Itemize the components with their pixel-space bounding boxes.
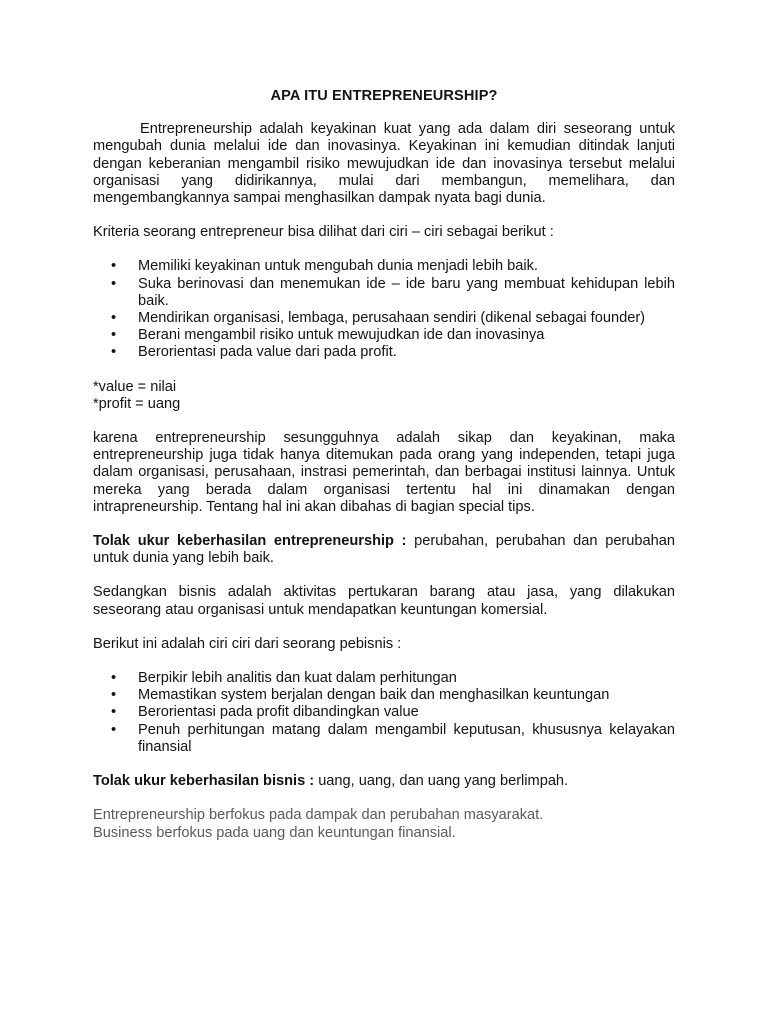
bullet-icon: •	[111, 721, 117, 738]
list-item-text: Berpikir lebih analitis dan kuat dalam perhitungan	[138, 670, 457, 687]
glossary-value: *value = nilai	[93, 378, 177, 395]
spacer	[93, 619, 675, 636]
bullet-icon: •	[111, 670, 117, 687]
business-intro: Berikut ini adalah ciri ciri dari seorang pebisnis :	[93, 635, 402, 652]
list-item-text: Berorientasi pada profit dibandingkan value	[138, 704, 419, 721]
bullet-icon: •	[111, 704, 117, 721]
list-item-text: Mendirikan organisasi, lembaga, perusahaan sendiri (dikenal sebagai founder)	[138, 310, 646, 327]
summary-business: Business berfokus pada uang dan keuntungan finansial.	[93, 824, 456, 841]
list-item	[93, 670, 675, 687]
business-measure-text: uang, uang, dan uang yang berlimpah.	[314, 773, 569, 790]
spacer	[93, 413, 675, 430]
summary-entrepreneurship: Entrepreneurship berfokus pada dampak dan perubahan masyarakat.	[93, 807, 544, 824]
list-item-text: Penuh perhitungan matang dalam mengambil keputusan, khususnya kelayakan finansial	[138, 721, 675, 755]
spacer	[93, 362, 675, 379]
bullet-icon: •	[111, 344, 117, 361]
entrepreneur-measure-text: perubahan, perubahan dan perubahan untuk dunia yang lebih baik.	[93, 533, 675, 567]
spacer	[93, 653, 675, 670]
entrepreneur-measure	[93, 533, 675, 567]
list-item	[93, 722, 675, 756]
bullet-icon: •	[111, 275, 117, 292]
list-item	[93, 327, 675, 344]
context-paragraph: karena entrepreneurship sesungguhnya adalah sikap dan keyakinan, maka entrepreneurship juga tidak hanya ditemukan pada orang yang independen, tetapi juga dalam organisasi, perusahaan, instrasi pemerintah, dan berbagai institusi lainnya. Untuk mereka yang berada dalam organisasi tertentu hal ini dinamakan dengan intrapreneurship. Tentang hal ini akan dibahas di bagian special tips.	[93, 430, 675, 515]
document-page	[93, 88, 675, 842]
bullet-icon: •	[111, 258, 117, 275]
spacer	[93, 790, 675, 807]
spacer	[93, 516, 675, 533]
list-item-text: Memiliki keyakinan untuk mengubah dunia menjadi lebih baik.	[138, 258, 538, 275]
list-item	[93, 687, 675, 704]
intro-paragraph: Entrepreneurship adalah keyakinan kuat yang ada dalam diri seseorang untuk mengubah dunia melalui ide dan inovasinya. Keyakinan ini kemudian ditindak lanjuti dengan keberanian mengambil risiko mewujudkan ide dan inovasinya tersebut melalui organisasi yang didirikannya, mulai dari membangun, memelihara, dan mengembangkannya sampai menghasilkan dampak nyata bagi dunia.	[93, 121, 675, 207]
business-traits-list	[93, 670, 675, 756]
business-paragraph: Sedangkan bisnis adalah aktivitas pertukaran barang atau jasa, yang dilakukan seseorang atau organisasi untuk mendapatkan keuntungan komersial.	[93, 584, 675, 618]
list-item-text: Berani mengambil risiko untuk mewujudkan ide dan inovasinya	[138, 327, 545, 344]
spacer	[93, 756, 675, 773]
entrepreneur-measure-label: Tolak ukur keberhasilan entrepreneurship :	[93, 533, 407, 550]
bullet-icon: •	[111, 310, 117, 327]
criteria-intro: Kriteria seorang entrepreneur bisa dilihat dari ciri – ciri sebagai berikut :	[93, 224, 554, 241]
list-item	[93, 344, 675, 361]
spacer	[93, 241, 675, 258]
business-measure	[93, 773, 675, 790]
list-item-text: Berorientasi pada value dari pada profit.	[138, 344, 397, 361]
list-item-text: Memastikan system berjalan dengan baik dan menghasilkan keuntungan	[138, 687, 610, 704]
list-item	[93, 258, 675, 275]
list-item-text: Suka berinovasi dan menemukan ide – ide baru yang membuat kehidupan lebih baik.	[138, 275, 675, 309]
glossary-profit: *profit = uang	[93, 395, 181, 412]
spacer	[93, 567, 675, 584]
page-title: APA ITU ENTREPRENEURSHIP?	[270, 88, 498, 104]
list-item	[93, 276, 675, 310]
bullet-icon: •	[111, 327, 117, 344]
list-item	[93, 704, 675, 721]
list-item	[93, 310, 675, 327]
spacer	[93, 207, 675, 224]
business-measure-label: Tolak ukur keberhasilan bisnis :	[93, 773, 315, 790]
bullet-icon: •	[111, 687, 117, 704]
entrepreneur-traits-list	[93, 258, 675, 361]
